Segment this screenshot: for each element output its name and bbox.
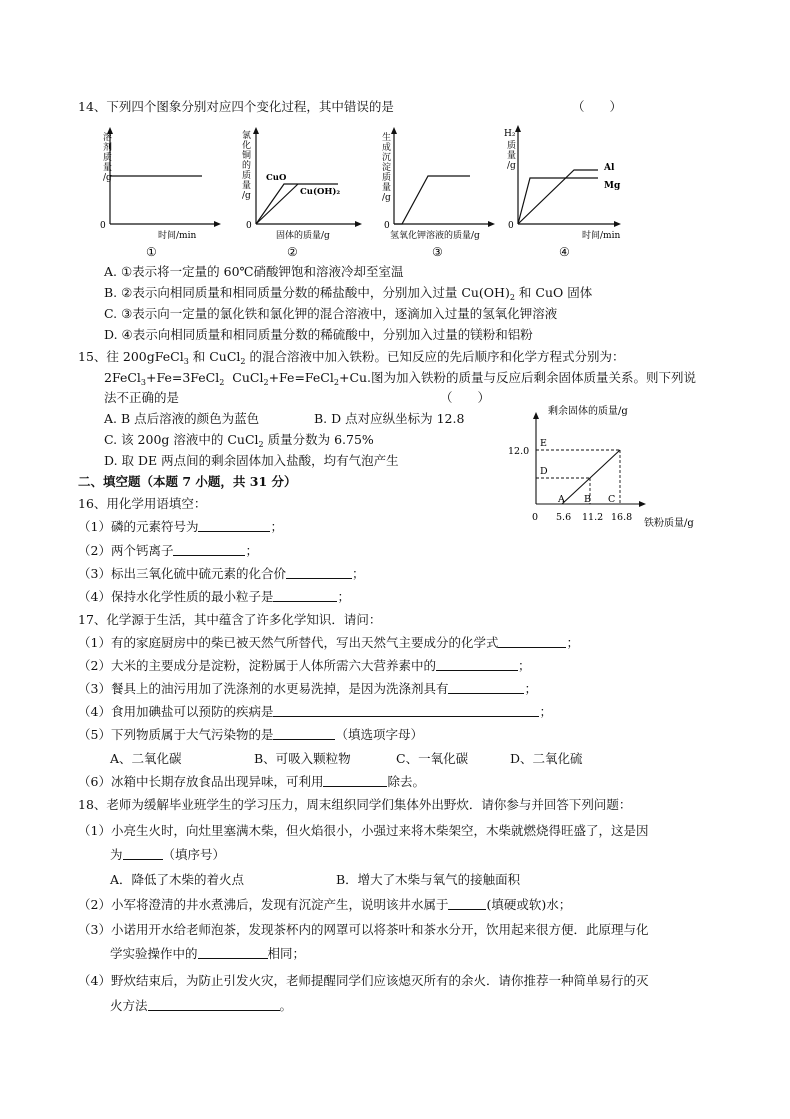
g1-ylabel: 溶剂质量/g xyxy=(103,133,113,183)
q17-blank-4[interactable] xyxy=(273,704,539,717)
g2-ylabel: 氯化铜的质量/g xyxy=(242,131,252,201)
q16-item-2 xyxy=(78,543,258,559)
q15-eq2b: +Fe=FeCl xyxy=(268,370,334,385)
q16-blank-4[interactable] xyxy=(273,589,337,602)
q15-point-b: B xyxy=(584,494,591,505)
q15-point-e: E xyxy=(540,438,547,449)
q16-blank-2[interactable] xyxy=(173,543,245,556)
q14-b-sub: 2 xyxy=(509,293,515,302)
q16-item-1-text: （1）磷的元素符号为 xyxy=(78,519,199,534)
q16-item-3-text: （3）标出三氧化硫中硫元素的化合价 xyxy=(78,566,286,581)
q18-item-1b-text: 为 xyxy=(110,847,123,862)
q17-blank-3[interactable] xyxy=(448,681,524,694)
g4-xlabel: 时间/min xyxy=(582,231,621,241)
q16-semi-3: ； xyxy=(351,566,365,581)
q15-xtick-2: 11.2 xyxy=(582,512,604,523)
q15-c-pre: C. 该 200g 溶液中的 CuCl xyxy=(104,432,259,447)
q18-opt-a: A．降低了木柴的着火点 xyxy=(110,872,245,887)
q18-item-3b-text: 学实验操作中的 xyxy=(110,946,198,961)
q16-item-3 xyxy=(78,566,364,582)
q15-xtick-3: 16.8 xyxy=(611,512,633,523)
q15-eq2a: CuCl xyxy=(232,370,264,385)
q15-stem-line1 xyxy=(78,349,625,370)
q17-blank-1[interactable] xyxy=(498,635,566,648)
q15-eq1b: +Fe=3FeCl xyxy=(146,370,220,385)
g4-series-mg: Mg xyxy=(604,181,621,191)
q17-blank-5[interactable] xyxy=(273,727,335,740)
q18-blank-4[interactable] xyxy=(148,998,280,1011)
q15-eq-sub3: 3 xyxy=(140,378,146,387)
q18-item-3a: （3）小诺用开水给老师泡茶，发现茶杯内的网罩可以将茶叶和茶水分开，饮用起来很方便．此原理与化 xyxy=(78,922,649,937)
q15-eq-sub2c: 2 xyxy=(333,378,339,387)
q15-l1a: 15、往 200gFeCl xyxy=(78,349,184,364)
q15-graph xyxy=(502,402,712,530)
q16-semi-2: ； xyxy=(245,543,258,558)
q17-opt-b: B、可吸入颗粒物 xyxy=(254,751,351,766)
q17-item-1 xyxy=(78,635,579,651)
q18-item-1b xyxy=(110,847,225,863)
q18-item-1a: （1）小亮生火时，向灶里塞满木柴，但火焰很小，小强过来将木柴架空，木柴就燃烧得旺盛了，这是因 xyxy=(78,823,649,838)
q17-item-6 xyxy=(78,774,425,790)
q14-stem xyxy=(78,99,394,115)
g3-num: ③ xyxy=(432,245,443,259)
q16-blank-1[interactable] xyxy=(198,519,270,532)
q14-b-post: 和 CuO 固体 xyxy=(514,285,593,300)
q17-item-5-hint: （填选项字母） xyxy=(335,727,423,742)
q17-item-6-text: （6）冰箱中长期存放食品出现异味，可利用 xyxy=(78,774,324,789)
q15-point-d: D xyxy=(540,466,548,477)
q17-item-5 xyxy=(78,727,423,743)
q17-stem: 17、化学源于生活，其中蕴含了许多化学知识．请问： xyxy=(78,612,382,627)
g2-xlabel: 固体的质量/g xyxy=(276,231,330,241)
q15-equations xyxy=(104,370,696,391)
g1-num: ① xyxy=(146,245,157,259)
q15-c-post: 质量分数为 6.75% xyxy=(263,432,374,447)
q18-item-2-text: （2）小军将澄清的井水煮沸后，发现有沉淀产生，说明该井水属于 xyxy=(78,897,449,912)
q14-option-d: D. ④表示向相同质量和相同质量分数的稀硫酸中，分别加入过量的镁粉和铝粉 xyxy=(104,327,533,342)
q15-point-c: C xyxy=(608,494,616,505)
q15-answer-paren: （ ） xyxy=(440,390,491,405)
q15-eq-sub2b: 2 xyxy=(263,378,269,387)
g1-origin: 0 xyxy=(100,221,106,231)
q15-eq-sub2a: 2 xyxy=(219,378,225,387)
g2-origin: 0 xyxy=(246,221,252,231)
q17-opt-d: D、二氧化硫 xyxy=(510,751,583,766)
g4-num: ④ xyxy=(559,245,570,259)
section-2-heading: 二、填空题（本题 7 小题，共 31 分） xyxy=(78,474,297,489)
q14-b-pre: B. ②表示向相同质量和相同质量分数的稀盐酸中，分别加入过量 Cu(OH) xyxy=(104,285,510,300)
q17-semi-3: ； xyxy=(524,681,537,696)
q15-l1b: 和 CuCl xyxy=(188,349,241,364)
q15-xtick-1: 5.6 xyxy=(556,512,572,523)
q14-option-c: C. ③表示向一定量的氯化铁和氯化钾的混合溶液中，逐滴加入过量的氢氧化钾溶液 xyxy=(104,306,558,321)
q14-option-b xyxy=(104,285,592,306)
q17-item-3-text: （3）餐具上的油污用加了洗涤剂的水更易洗掉，是因为洗涤剂具有 xyxy=(78,681,449,696)
q18-item-3b xyxy=(110,946,305,962)
g1-xlabel: 时间/min xyxy=(158,231,197,241)
q17-item-5-text: （5）下列物质属于大气污染物的是 xyxy=(78,727,274,742)
q15-sub3: 3 xyxy=(183,357,189,366)
q15-eq2c: +Cu.图为加入铁粉的质量与反应后剩余固体质量关系。则下列说 xyxy=(338,370,697,385)
q18-item-4b-text: 火方法 xyxy=(110,998,148,1013)
q18-item-4b xyxy=(110,998,292,1014)
q17-item-1-text: （1）有的家庭厨房中的柴已被天然气所替代，写出天然气主要成分的化学式 xyxy=(78,635,499,650)
g4-ylabel-top: H₂ xyxy=(504,129,516,139)
q14-option-a: A. ①表示将一定量的 60℃硝酸钾饱和溶液冷却至室温 xyxy=(104,264,404,279)
g2-num: ② xyxy=(287,245,298,259)
q18-blank-1[interactable] xyxy=(123,847,163,860)
q18-blank-3[interactable] xyxy=(198,946,268,959)
q15-c-sub: 2 xyxy=(258,440,264,449)
q17-blank-6[interactable] xyxy=(323,774,387,787)
q18-item-2-end: (填硬或软)水； xyxy=(486,897,572,912)
q15-eq1a: 2FeCl xyxy=(104,370,141,385)
g2-series-cuo: CuO xyxy=(266,173,287,183)
q18-opt-b: B．增大了木柴与氧气的接触面积 xyxy=(336,872,521,887)
q15-option-a: A. B 点后溶液的颜色为蓝色 xyxy=(104,411,260,426)
q15-graph-ylabel: 剩余固体的质量/g xyxy=(548,406,628,417)
q17-semi-1: ； xyxy=(566,635,579,650)
g4-origin: 0 xyxy=(508,221,514,231)
q17-item-2-text: （2）大米的主要成分是淀粉，淀粉属于人体所需六大营养素中的 xyxy=(78,658,436,673)
q18-item-4c-text: 。 xyxy=(279,998,293,1013)
q16-item-4-text: （4）保持水化学性质的最小粒子是 xyxy=(78,589,274,604)
q18-stem: 18、老师为缓解毕业班学生的学习压力，周末组织同学们集体外出野炊．请你参与并回答下列问题： xyxy=(78,797,632,812)
q17-opt-c: C、一氧化碳 xyxy=(396,751,469,766)
q17-semi-4: ； xyxy=(539,704,552,719)
q18-blank-2[interactable] xyxy=(448,897,486,910)
q15-xtick-0: 0 xyxy=(532,512,539,523)
g3-ylabel: 生成沉淀质量/g xyxy=(382,133,392,203)
q18-item-3c-text: 相同； xyxy=(267,946,306,961)
q16-semi-1: ； xyxy=(270,519,283,534)
q16-item-1 xyxy=(78,519,283,535)
q18-item-2 xyxy=(78,897,571,913)
q15-point-a: A xyxy=(558,494,565,505)
q14-answer-paren: （ ） xyxy=(572,99,623,114)
q17-blank-2[interactable] xyxy=(436,658,518,671)
g4-series-al: Al xyxy=(604,163,615,173)
q14-graph-3 xyxy=(372,124,502,262)
q16-item-4 xyxy=(78,589,350,605)
q14-stem-text: 14、下列四个图象分别对应四个变化过程，其中错误的是 xyxy=(78,99,394,114)
q17-semi-2: ； xyxy=(517,658,531,673)
g2-series-cuoh2: Cu(OH)₂ xyxy=(300,187,341,197)
q16-semi-4: ； xyxy=(337,589,350,604)
q15-stem-line3: 法不正确的是 xyxy=(104,390,180,405)
q14-graph-4 xyxy=(500,124,640,262)
q14-graph-1 xyxy=(96,124,226,262)
q17-item-6-end: 除去。 xyxy=(387,774,425,789)
q17-item-4-text: （4）食用加碘盐可以预防的疾病是 xyxy=(78,704,274,719)
q15-sub2: 2 xyxy=(240,357,246,366)
g4-ylabel: 质量/g xyxy=(507,141,517,171)
q15-option-c xyxy=(104,432,374,453)
q15-option-b: B. D 点对应纵坐标为 12.8 xyxy=(314,411,465,426)
q16-stem: 16、用化学用语填空： xyxy=(78,496,207,511)
q15-l1c: 的混合溶液中加入铁粉。已知反应的先后顺序和化学方程式分别为： xyxy=(245,349,625,364)
g3-xlabel: 氢氧化钾溶液的质量/g xyxy=(390,231,480,241)
q14-graph-2 xyxy=(234,124,369,262)
q15-option-d: D. 取 DE 两点间的剩余固体加入盐酸，均有气泡产生 xyxy=(104,453,399,468)
q15-graph-ytick: 12.0 xyxy=(508,446,530,457)
q15-graph-xlabel: 铁粉质量/g xyxy=(644,518,694,529)
q17-item-3 xyxy=(78,681,537,697)
q16-item-2-text: （2）两个钙离子 xyxy=(78,543,174,558)
q18-item-4a: （4）野炊结束后，为防止引发火灾，老师提醒同学们应该熄灭所有的余火．请你推荐一种简单易行的灭 xyxy=(78,973,649,988)
q17-item-2 xyxy=(78,658,530,674)
g3-origin: 0 xyxy=(384,221,390,231)
q18-item-1c-text: （填序号） xyxy=(162,847,226,862)
q17-item-4 xyxy=(78,704,552,720)
q16-blank-3[interactable] xyxy=(286,566,352,579)
q17-opt-a: A、二氧化碳 xyxy=(110,751,182,766)
